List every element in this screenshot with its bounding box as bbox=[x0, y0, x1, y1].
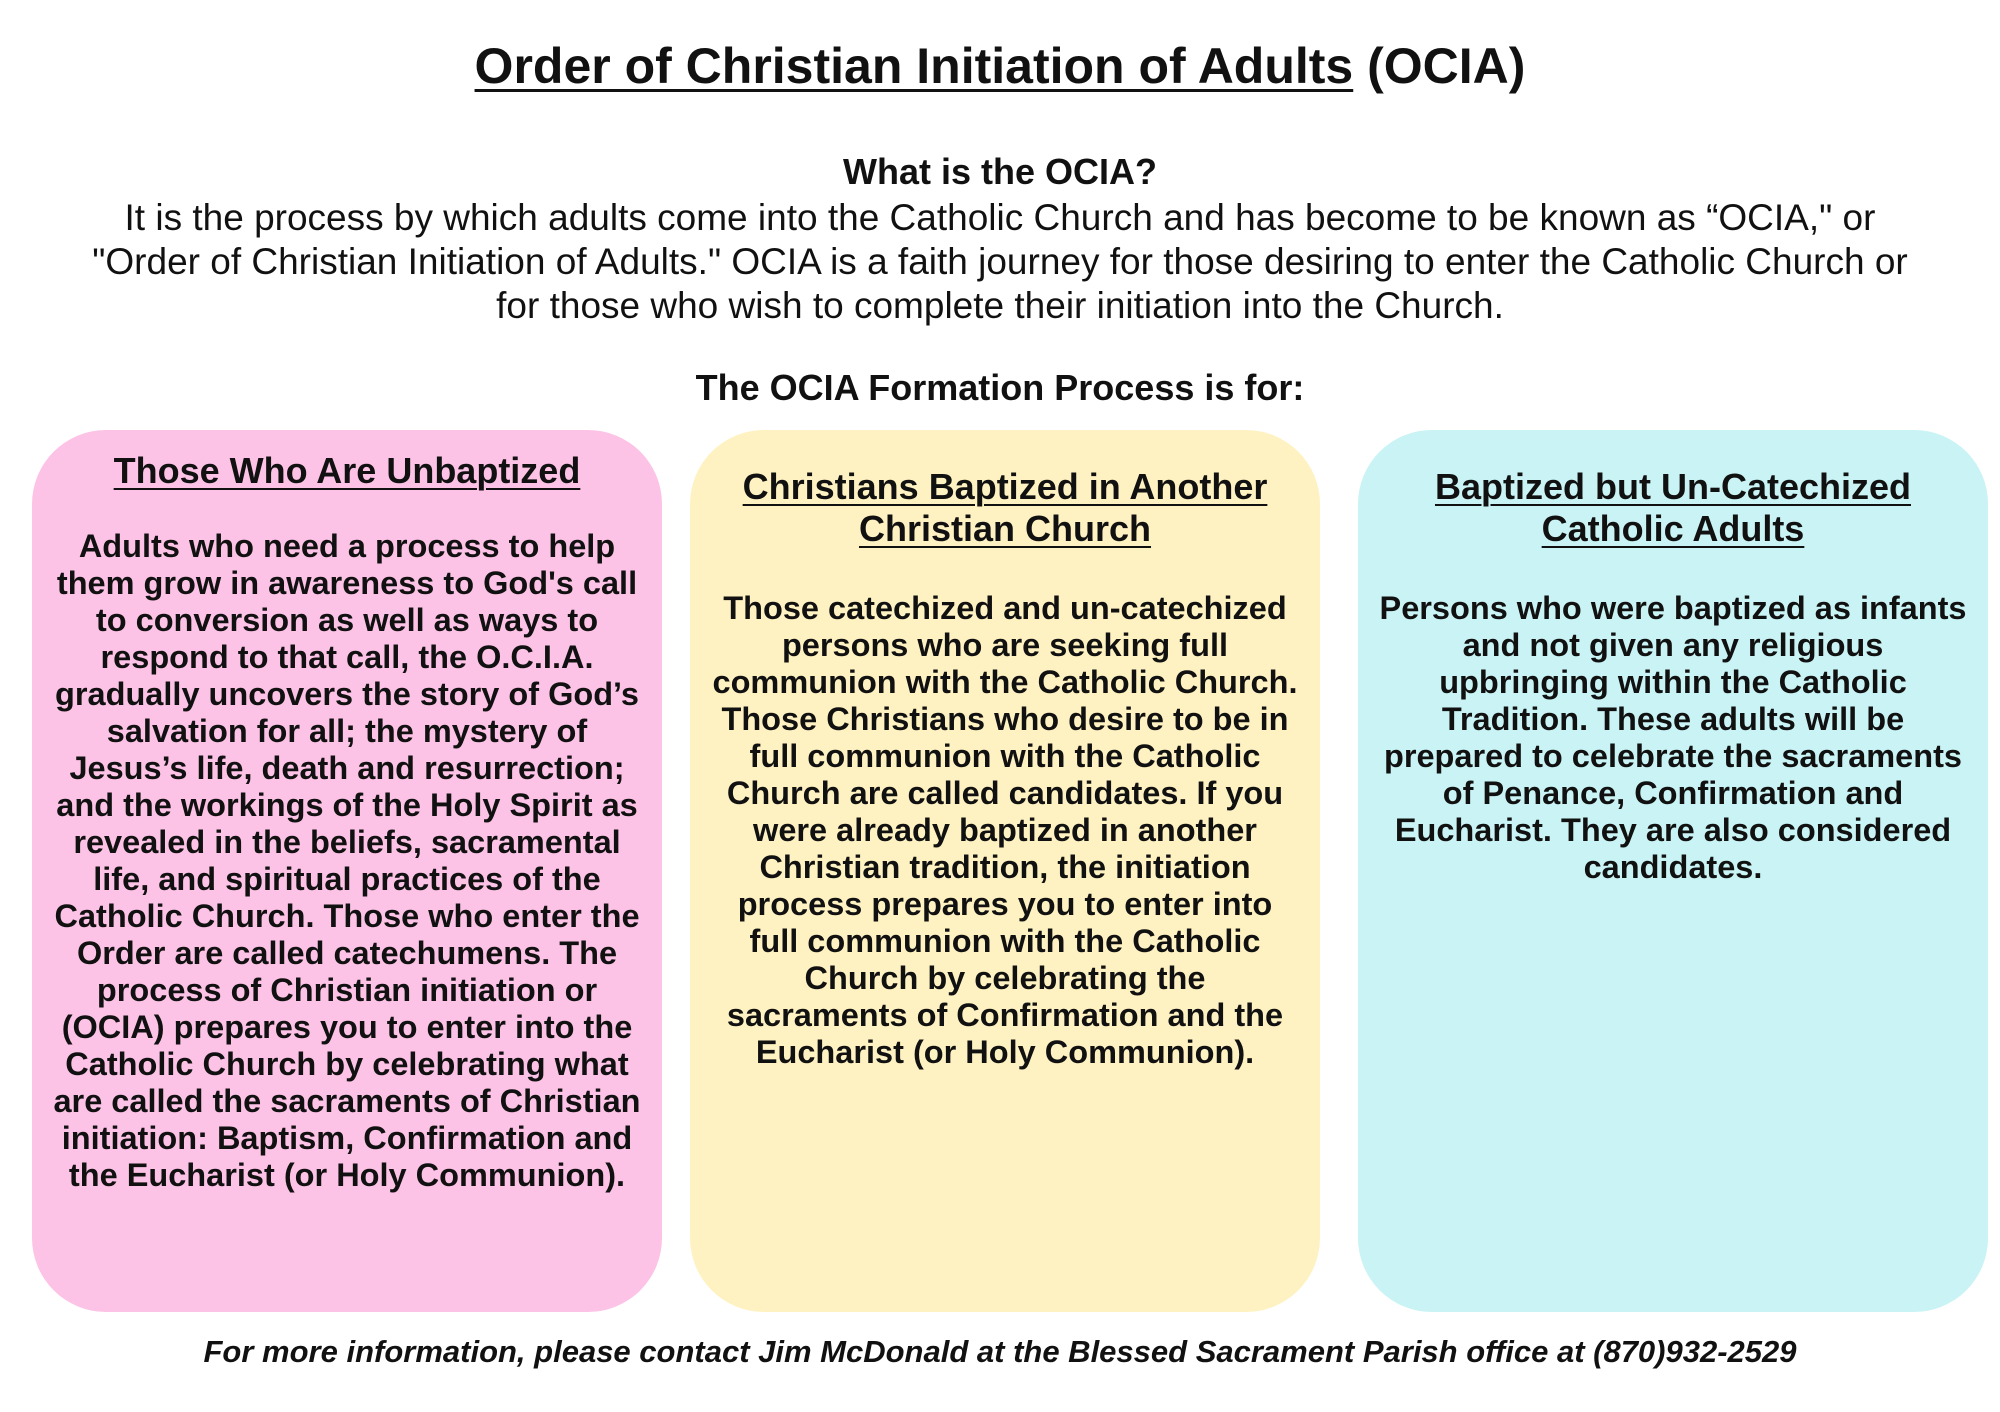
card-title: Baptized but Un-Catechized Catholic Adults bbox=[1434, 466, 1911, 549]
page-title bbox=[0, 36, 2000, 96]
card-baptized-other-church bbox=[690, 430, 1320, 1312]
card-title: Those Who Are Unbaptized bbox=[113, 450, 581, 491]
card-body: Adults who need a process to help them grow in awareness to God's call to conversion as well as ways to respond to that call, the O.C.I.A. gradually uncovers the story of God’s salvation for all; the mystery of Jesus’s life, death and resurrection; and the workings of the Holy Spirit as revealed in the beliefs, sacramental life, and spiritual practices of the Catholic Church. Those who enter the Order are called catechumens. The process of Christian initiation or (OCIA) prepares you to enter into the Catholic Church by celebrating what are called the sacraments of Christian initiation: Baptism, Confirmation and the Eucharist (or Holy Communion). bbox=[53, 528, 641, 1193]
card-title: Christians Baptized in Another Christian Church bbox=[742, 466, 1268, 549]
intro-answer: It is the process by which adults come into the Catholic Church and has become to be known as “OCIA," or "Order of Christian Initiation of Adults." OCIA is a faith journey for those desiring to enter the Catholic Church or for those who wish to complete their initiation into the Church. bbox=[92, 197, 1908, 326]
page-title-acronym: (OCIA) bbox=[1353, 38, 1526, 94]
card-body: Persons who were baptized as infants and not given any religious upbringing within the Catholic Tradition. These adults will be prepared to celebrate the sacraments of Penance, Confirmation and Eucharist. They are also considered candidates. bbox=[1379, 590, 1967, 885]
card-unbaptized bbox=[32, 430, 662, 1312]
contact-footer: For more information, please contact Jim McDonald at the Blessed Sacrament Parish office at (870)932-2529 bbox=[203, 1334, 1797, 1369]
formation-heading: The OCIA Formation Process is for: bbox=[695, 367, 1305, 408]
page-title-main: Order of Christian Initiation of Adults bbox=[474, 38, 1354, 94]
card-body: Those catechized and un-catechized persons who are seeking full communion with the Catholic Church. Those Christians who desire to be in full communion with the Catholic Church are called candidates. If you were already baptized in another Christian tradition, the initiation process prepares you to enter into full communion with the Catholic Church by celebrating the sacraments of Confirmation and the Eucharist (or Holy Communion). bbox=[712, 590, 1298, 1070]
intro-question: What is the OCIA? bbox=[843, 151, 1157, 192]
card-baptized-uncatechized bbox=[1358, 430, 1988, 1312]
